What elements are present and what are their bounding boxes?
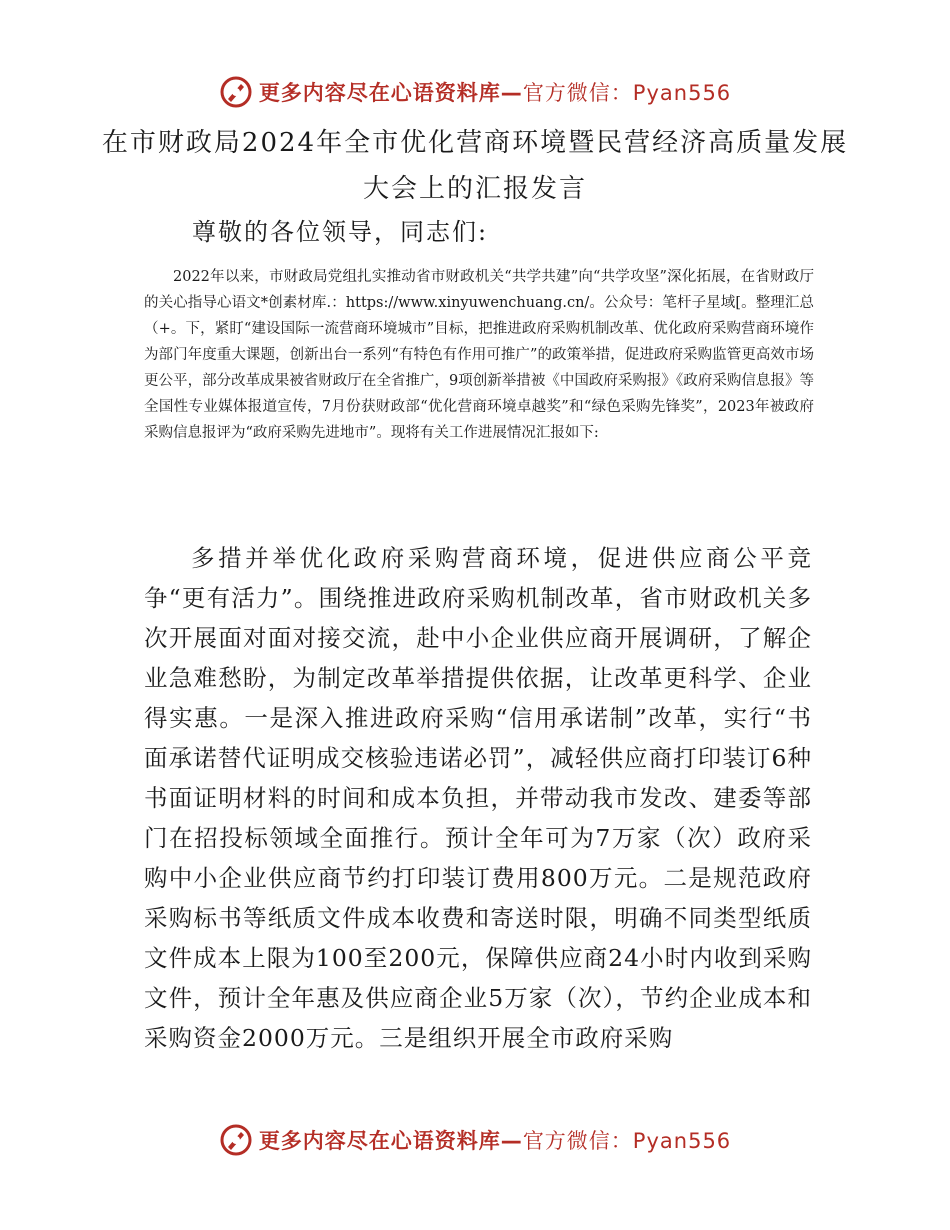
- title-line-1: 在市财政局2024年全市优化营商环境暨民营经济高质量发展: [101, 128, 849, 158]
- watermark-text: 更多内容尽在心语资料库—官方微信：Pyan556: [258, 1129, 732, 1153]
- greeting: 尊敬的各位领导，同志们:: [192, 218, 489, 246]
- watermark-banner-top: [0, 72, 950, 112]
- intro-paragraph: 2022年以来，市财政局党组扎实推动省市财政机关“共学共建”向“共学攻坚”深化拓展，在省财政厅的关心指导心语文*创素材库.：https://www.xinyuwenchuang.cn/。公众号：笔杆子星域[。整理汇总（+。下，紧盯“建设国际一流营商环境城市”目标，把推进政府采购机制改革、优化政府采购营商环境作为部门年度重大课题，创新出台一系列“有特色有作用可推广”的政策举措，促进政府采购监管更高效市场更公平，部分改革成果被省财政厅在全省推广，9项创新举措被《中国政府采购报》《政府采购信息报》等全国性专业媒体报道宣传，7月份获财政部“优化营商环境卓越奖”和“绿色采购先锋奖”，2023年被政府采购信息报评为“政府采购先进地市”。现将有关工作进展情况汇报如下:: [144, 269, 814, 441]
- red-pen-swirl-logo-icon: [219, 75, 253, 109]
- title-line-2: 大会上的汇报发言: [362, 174, 587, 204]
- watermark-banner-bottom: [0, 1120, 950, 1160]
- body-paragraph: 多措并举优化政府采购营商环境，促进供应商公平竞争“更有活力”。围绕推进政府采购机制改革，省市财政机关多次开展面对面对接交流，赴中小企业供应商开展调研，了解企业急难愁盼，为制定改革举措提供依据，让改革更科学、企业得实惠。一是深入推进政府采购“信用承诺制”改革，实行“书面承诺替代证明成交核验违诺必罚”，减轻供应商打印装订6种书面证明材料的时间和成本负担，并带动我市发改、建委等部门在招投标领域全面推行。预计全年可为7万家（次）政府采购中小企业供应商节约打印装订费用800万元。二是规范政府采购标书等纸质文件成本收费和寄送时限，明确不同类型纸质文件成本上限为100至200元，保障供应商24小时内收到采购文件，预计全年惠及供应商企业5万家（次），节约企业成本和采购资金2000万元。三是组织开展全市政府采购: [144, 544, 812, 1052]
- watermark-text: 更多内容尽在心语资料库—官方微信：Pyan556: [258, 81, 732, 105]
- document-title: [60, 120, 890, 212]
- red-pen-swirl-logo-icon: [219, 1123, 253, 1157]
